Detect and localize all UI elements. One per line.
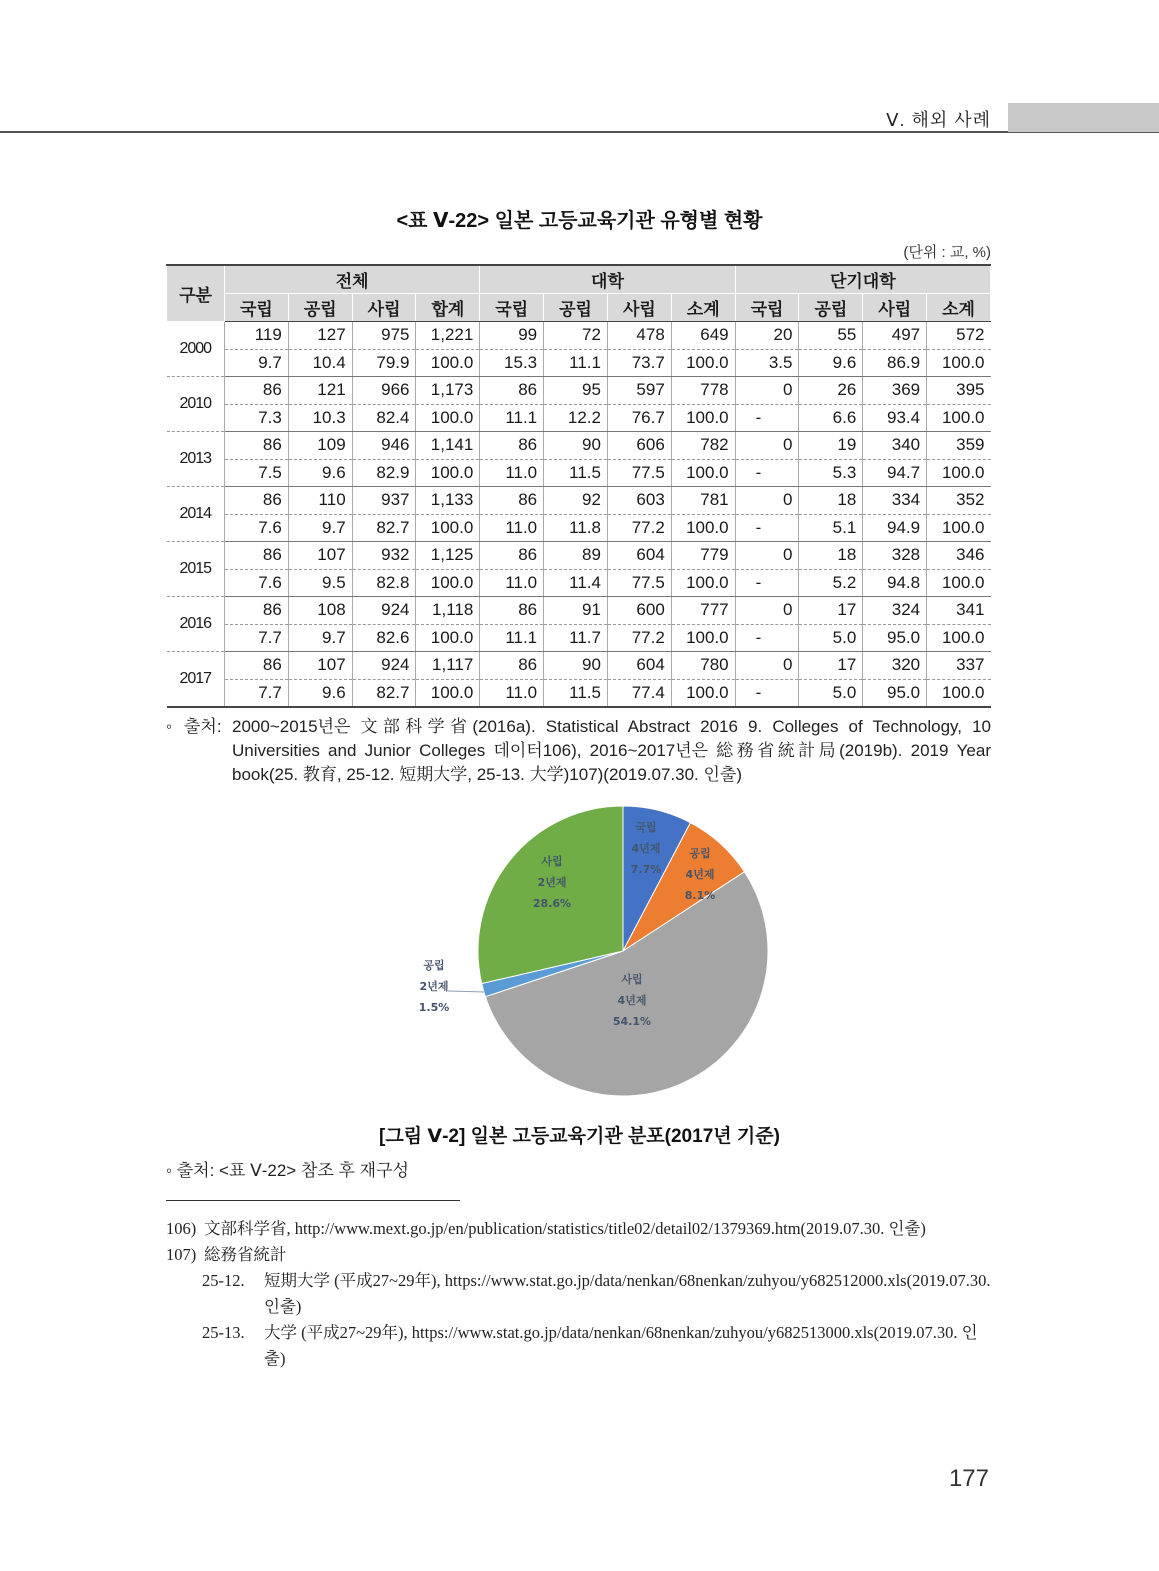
count-cell: 90 [544, 652, 608, 680]
count-cell: 86 [480, 542, 544, 570]
share-cell: 100.0 [927, 459, 991, 487]
subcol-header: 공립 [288, 294, 352, 322]
leader-line [448, 991, 485, 992]
count-cell: 603 [607, 487, 671, 515]
share-cell: 7.5 [225, 459, 289, 487]
share-cell: 7.7 [225, 624, 289, 652]
subcol-header: 소계 [671, 294, 735, 322]
share-cell: 77.5 [607, 569, 671, 597]
figure-caption: [그림 Ⅴ-2] 일본 고등교육기관 분포(2017년 기준) [379, 1126, 780, 1147]
share-cell: - [735, 459, 799, 487]
group-header: 전체 [225, 265, 480, 294]
count-cell: 337 [927, 652, 991, 680]
table-row [167, 349, 991, 377]
slice-sub-label: 4년제 [685, 868, 715, 881]
share-cell: 100.0 [927, 569, 991, 597]
table-row [167, 432, 991, 460]
subcol-header: 사립 [352, 294, 416, 322]
count-cell: 19 [799, 432, 863, 460]
count-cell: 0 [735, 377, 799, 405]
count-cell: 324 [863, 597, 927, 625]
subheader-row [167, 294, 991, 322]
group-header: 대학 [480, 265, 735, 294]
share-cell: 77.5 [607, 459, 671, 487]
count-cell: 1,117 [416, 652, 480, 680]
count-cell: 18 [799, 542, 863, 570]
table-row [167, 514, 991, 542]
year-cell: 2000 [167, 322, 225, 377]
share-cell: 82.9 [352, 459, 416, 487]
subcol-header: 사립 [607, 294, 671, 322]
header-tab [1008, 103, 1159, 132]
share-cell: 11.5 [544, 459, 608, 487]
share-cell: 100.0 [671, 624, 735, 652]
count-cell: 395 [927, 377, 991, 405]
year-cell: 2017 [167, 652, 225, 708]
share-cell: 93.4 [863, 404, 927, 432]
share-cell: 100.0 [927, 514, 991, 542]
count-cell: 86 [480, 597, 544, 625]
count-cell: 17 [799, 597, 863, 625]
count-cell: 966 [352, 377, 416, 405]
share-cell: 100.0 [671, 569, 735, 597]
table-row [167, 322, 991, 350]
distribution-pie-chart [410, 795, 790, 1105]
subcol-header: 국립 [735, 294, 799, 322]
share-cell: 100.0 [416, 514, 480, 542]
share-cell: 100.0 [927, 679, 991, 707]
table-row [167, 487, 991, 515]
table-title: <표 Ⅴ-22> 일본 고등교육기관 유형별 현황 [396, 210, 763, 232]
count-cell: 1,125 [416, 542, 480, 570]
slice-type-label: 국립 [635, 821, 657, 834]
count-cell: 359 [927, 432, 991, 460]
share-cell: 5.3 [799, 459, 863, 487]
table-row [167, 569, 991, 597]
share-cell: 9.6 [799, 349, 863, 377]
slice-type-label: 사립 [621, 973, 643, 986]
table-unit: (단위 : 교, %) [903, 244, 991, 261]
share-cell: 94.7 [863, 459, 927, 487]
share-cell: 100.0 [416, 404, 480, 432]
count-cell: 924 [352, 652, 416, 680]
share-cell: - [735, 514, 799, 542]
share-cell: 5.0 [799, 624, 863, 652]
count-cell: 119 [225, 322, 289, 350]
count-cell: 17 [799, 652, 863, 680]
count-cell: 600 [607, 597, 671, 625]
footnote-rule [166, 1200, 460, 1201]
slice-value-label: 28.6% [532, 897, 572, 910]
count-cell: 780 [671, 652, 735, 680]
count-cell: 1,173 [416, 377, 480, 405]
share-cell: 10.3 [288, 404, 352, 432]
footnote-number: 106) [166, 1219, 197, 1238]
share-cell: 5.2 [799, 569, 863, 597]
count-cell: 604 [607, 542, 671, 570]
slice-type-label: 사립 [541, 855, 563, 868]
footnote-number: 107) [166, 1245, 197, 1264]
subcol-header: 국립 [480, 294, 544, 322]
count-cell: 0 [735, 542, 799, 570]
subcol-header: 소계 [927, 294, 991, 322]
share-cell: 94.9 [863, 514, 927, 542]
section-title: Ⅴ. 해외 사례 [886, 110, 991, 130]
count-cell: 1,141 [416, 432, 480, 460]
count-cell: 328 [863, 542, 927, 570]
share-cell: 12.2 [544, 404, 608, 432]
count-cell: 86 [225, 432, 289, 460]
count-cell: 1,118 [416, 597, 480, 625]
subcol-header: 공립 [799, 294, 863, 322]
footnote-107-item [202, 1320, 991, 1372]
slice-sub-label: 2년제 [537, 876, 567, 889]
slice-value-label: 7.7% [630, 863, 662, 876]
count-cell: 92 [544, 487, 608, 515]
share-cell: 7.7 [225, 679, 289, 707]
table-body [167, 322, 991, 708]
count-cell: 924 [352, 597, 416, 625]
share-cell: 11.7 [544, 624, 608, 652]
slice-sub-label: 4년제 [631, 842, 661, 855]
share-cell: 11.0 [480, 459, 544, 487]
share-cell: 5.0 [799, 679, 863, 707]
count-cell: 108 [288, 597, 352, 625]
share-cell: 95.0 [863, 679, 927, 707]
count-cell: 346 [927, 542, 991, 570]
count-cell: 0 [735, 652, 799, 680]
share-cell: 11.0 [480, 514, 544, 542]
count-cell: 86 [480, 432, 544, 460]
count-cell: 649 [671, 322, 735, 350]
share-cell: 100.0 [416, 349, 480, 377]
count-cell: 26 [799, 377, 863, 405]
slice-sub-label: 2년제 [419, 980, 449, 993]
count-cell: 127 [288, 322, 352, 350]
share-cell: - [735, 624, 799, 652]
table-row [167, 652, 991, 680]
subcol-header: 공립 [544, 294, 608, 322]
share-cell: 10.4 [288, 349, 352, 377]
share-cell: 73.7 [607, 349, 671, 377]
subcol-header: 국립 [225, 294, 289, 322]
count-cell: 778 [671, 377, 735, 405]
footnotes [166, 1216, 991, 1372]
slice-value-label: 1.5% [418, 1001, 450, 1014]
share-cell: 100.0 [416, 679, 480, 707]
footnote-106 [166, 1216, 991, 1242]
figure-source: ◦ 출처: <표 Ⅴ-22> 참조 후 재구성 [166, 1161, 409, 1180]
share-cell: 100.0 [927, 624, 991, 652]
count-cell: 86 [480, 487, 544, 515]
footnote-107 [166, 1242, 991, 1268]
count-cell: 937 [352, 487, 416, 515]
count-cell: 604 [607, 652, 671, 680]
share-cell: 82.7 [352, 679, 416, 707]
footnote-subnumber: 25-13. [202, 1323, 245, 1342]
count-cell: 341 [927, 597, 991, 625]
share-cell: 5.1 [799, 514, 863, 542]
count-cell: 99 [480, 322, 544, 350]
subcol-header: 사립 [863, 294, 927, 322]
count-cell: 0 [735, 597, 799, 625]
count-cell: 86 [225, 377, 289, 405]
share-cell: 11.8 [544, 514, 608, 542]
share-cell: 77.2 [607, 514, 671, 542]
footnote-107-item [202, 1268, 991, 1320]
share-cell: 9.7 [225, 349, 289, 377]
group-header: 단기대학 [735, 265, 990, 294]
share-cell: 100.0 [671, 404, 735, 432]
share-cell: 86.9 [863, 349, 927, 377]
share-cell: - [735, 679, 799, 707]
share-cell: 100.0 [671, 459, 735, 487]
share-cell: 11.0 [480, 679, 544, 707]
share-cell: 82.6 [352, 624, 416, 652]
count-cell: 90 [544, 432, 608, 460]
share-cell: 100.0 [927, 404, 991, 432]
count-cell: 18 [799, 487, 863, 515]
count-cell: 86 [225, 597, 289, 625]
share-cell: 7.3 [225, 404, 289, 432]
share-cell: - [735, 569, 799, 597]
count-cell: 779 [671, 542, 735, 570]
share-cell: 9.7 [288, 624, 352, 652]
year-cell: 2015 [167, 542, 225, 597]
slice-value-label: 54.1% [612, 1015, 652, 1028]
slice-sub-label: 4년제 [617, 994, 647, 1007]
count-cell: 109 [288, 432, 352, 460]
share-cell: 79.9 [352, 349, 416, 377]
count-cell: 86 [480, 652, 544, 680]
count-cell: 781 [671, 487, 735, 515]
share-cell: 11.5 [544, 679, 608, 707]
count-cell: 572 [927, 322, 991, 350]
count-cell: 975 [352, 322, 416, 350]
count-cell: 107 [288, 542, 352, 570]
count-cell: 352 [927, 487, 991, 515]
count-cell: 0 [735, 432, 799, 460]
count-cell: 334 [863, 487, 927, 515]
share-cell: 9.5 [288, 569, 352, 597]
institution-table [166, 264, 991, 708]
count-cell: 55 [799, 322, 863, 350]
share-cell: 9.6 [288, 679, 352, 707]
bullet: ◦ [166, 717, 173, 736]
subcol-header: 합계 [416, 294, 480, 322]
table-row [167, 542, 991, 570]
count-cell: 946 [352, 432, 416, 460]
share-cell: 7.6 [225, 514, 289, 542]
share-cell: 77.4 [607, 679, 671, 707]
share-cell: 82.4 [352, 404, 416, 432]
share-cell: 76.7 [607, 404, 671, 432]
share-cell: 11.1 [544, 349, 608, 377]
count-cell: 340 [863, 432, 927, 460]
count-cell: 597 [607, 377, 671, 405]
count-cell: 86 [225, 542, 289, 570]
share-cell: 100.0 [416, 569, 480, 597]
share-cell: 7.6 [225, 569, 289, 597]
share-cell: 9.7 [288, 514, 352, 542]
table-source [166, 715, 991, 787]
table-row [167, 679, 991, 707]
count-cell: 320 [863, 652, 927, 680]
share-cell: 95.0 [863, 624, 927, 652]
share-cell: 11.4 [544, 569, 608, 597]
share-cell: 100.0 [671, 679, 735, 707]
count-cell: 0 [735, 487, 799, 515]
share-cell: 100.0 [416, 459, 480, 487]
slice-value-label: 8.1% [684, 889, 716, 902]
count-cell: 110 [288, 487, 352, 515]
share-cell: 82.7 [352, 514, 416, 542]
source-text: 2000~2015년은 文部科学省(2016a). Statistical Abstract 2016 9. Colleges of Technology, 10 Universities and Junior Colleges 데이터106), 2016~2017년은 総務省統計局(2019b). 2019 Year book(25. 教育, 25-12. 短期大学, 25-13. 大学)107)(2019.07.30. 인출) [232, 717, 991, 784]
count-cell: 1,221 [416, 322, 480, 350]
table-row [167, 624, 991, 652]
year-cell: 2010 [167, 377, 225, 432]
table-row [167, 404, 991, 432]
count-cell: 497 [863, 322, 927, 350]
count-cell: 95 [544, 377, 608, 405]
footnote-text: 文部科学省, http://www.mext.go.jp/en/publication/statistics/title02/detail02/1379369.htm(2019.07.30. 인출) [204, 1219, 926, 1238]
count-cell: 777 [671, 597, 735, 625]
share-cell: 15.3 [480, 349, 544, 377]
pie-svg [410, 795, 790, 1105]
count-cell: 782 [671, 432, 735, 460]
share-cell: 11.1 [480, 624, 544, 652]
footnote-text: 短期大学 (平成27~29年), https://www.stat.go.jp/data/nenkan/68nenkan/zuhyou/y682512000.xls(2019.07.30. 인출) [264, 1271, 991, 1316]
share-cell: 100.0 [927, 349, 991, 377]
share-cell: 3.5 [735, 349, 799, 377]
table-row [167, 459, 991, 487]
share-cell: 100.0 [416, 624, 480, 652]
count-cell: 86 [225, 487, 289, 515]
count-cell: 20 [735, 322, 799, 350]
count-cell: 72 [544, 322, 608, 350]
count-cell: 478 [607, 322, 671, 350]
source-label: 출처: [184, 717, 222, 736]
year-cell: 2014 [167, 487, 225, 542]
page-number: 177 [948, 1465, 989, 1492]
count-cell: 932 [352, 542, 416, 570]
count-cell: 107 [288, 652, 352, 680]
share-cell: 82.8 [352, 569, 416, 597]
share-cell: 11.0 [480, 569, 544, 597]
col-label: 구분 [167, 265, 225, 322]
count-cell: 1,133 [416, 487, 480, 515]
footnote-subnumber: 25-12. [202, 1271, 245, 1290]
table-row [167, 377, 991, 405]
count-cell: 91 [544, 597, 608, 625]
year-cell: 2013 [167, 432, 225, 487]
share-cell: 6.6 [799, 404, 863, 432]
count-cell: 369 [863, 377, 927, 405]
count-cell: 121 [288, 377, 352, 405]
footnote-text: 大学 (平成27~29年), https://www.stat.go.jp/data/nenkan/68nenkan/zuhyou/y682513000.xls(2019.07.30. 인출) [264, 1323, 978, 1368]
share-cell: 11.1 [480, 404, 544, 432]
count-cell: 86 [225, 652, 289, 680]
share-cell: 9.6 [288, 459, 352, 487]
slice-type-label: 공립 [689, 847, 711, 860]
slice-type-label: 공립 [423, 959, 445, 972]
footnote-text: 総務省統計 [204, 1245, 287, 1264]
share-cell: 94.8 [863, 569, 927, 597]
share-cell: 100.0 [671, 349, 735, 377]
count-cell: 86 [480, 377, 544, 405]
count-cell: 89 [544, 542, 608, 570]
share-cell: 100.0 [671, 514, 735, 542]
share-cell: - [735, 404, 799, 432]
year-cell: 2016 [167, 597, 225, 652]
share-cell: 77.2 [607, 624, 671, 652]
table-row [167, 597, 991, 625]
count-cell: 606 [607, 432, 671, 460]
